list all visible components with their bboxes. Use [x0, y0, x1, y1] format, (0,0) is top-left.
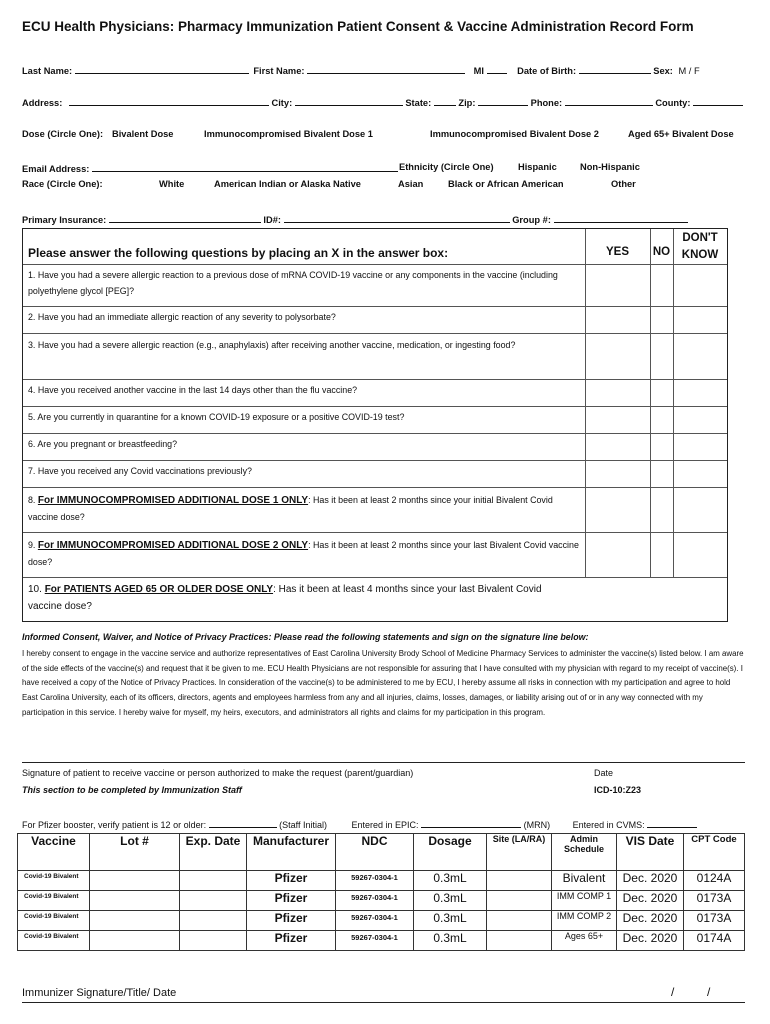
consent-body: I hereby consent to engage in the vaccine service and authorize representatives of East Carolina University Brody School of Medicine Pharmacy Services to administer the vaccine(s) listed below. I am aware of the side effects of the vaccine(s) and request that it be given to me. ECU Health Physicians are not responsible for assuring that I have consulted with my physician with regard to my receipt of vaccine(s). I have received a copy of the Notice of Privacy Practices. In consideration of the vaccine(s) to be administered to me by ECU, I hereby assume all risks in connection with my participation and agree to hold East Carolina University, each of its officers, directors, agents and employees harmless from any and all injuries, claims, losses, damages, or liability arising out of or in any way connected with my participation in this service. I hereby waive for myself, my heirs, executors, and administrators all rights and claims for my participation in this program. [22, 649, 744, 717]
question-3-text: 3. Have you had a severe allergic reaction (e.g., anaphylaxis) after receiving another vaccine, medication, or ingesting food? [28, 340, 516, 350]
cell-cpt: 0173A [684, 911, 745, 931]
last-name-label: Last Name: [22, 66, 73, 76]
q2-dont-know-box[interactable] [673, 307, 728, 333]
icd-code: ICD-10:Z23 [594, 785, 642, 795]
cell-vaccine: Covid-19 Bivalent [18, 871, 90, 891]
cell-manufacturer: Pfizer [247, 911, 336, 931]
staff-row [22, 818, 697, 830]
mi-label: MI [473, 66, 484, 76]
q10-rest: : Has it been at least 4 months since your last Bivalent Covid vaccine dose? [28, 584, 542, 612]
insurance-row [22, 213, 688, 225]
th-vis-date: VIS Date [617, 834, 684, 871]
th-dosage: Dosage [414, 834, 487, 871]
dob-label: Date of Birth: [517, 66, 577, 76]
cell-vis: Dec. 2020 [617, 931, 684, 951]
cell-vaccine: Covid-19 Bivalent [18, 911, 90, 931]
race-other[interactable]: Other [611, 179, 636, 189]
race-label: Race (Circle One): [22, 179, 103, 189]
cell-dosage: 0.3mL [414, 931, 487, 951]
q7-dont-know-box[interactable] [673, 461, 728, 487]
first-name-field[interactable] [307, 64, 465, 74]
cell-dosage: 0.3mL [414, 891, 487, 911]
q5-yes-box[interactable] [585, 407, 650, 433]
cell-lot[interactable] [90, 931, 180, 951]
address-field[interactable] [69, 96, 269, 106]
question-7-text: 7. Have you received any Covid vaccinations previously? [28, 466, 252, 476]
cell-schedule: Ages 65+ [552, 931, 617, 951]
th-lot: Lot # [90, 834, 180, 871]
cell-cpt: 0173A [684, 891, 745, 911]
cell-manufacturer: Pfizer [247, 891, 336, 911]
last-name-row [22, 64, 700, 76]
first-name-label: First Name: [253, 66, 305, 76]
q2-yes-box[interactable] [585, 307, 650, 333]
question-row [23, 577, 727, 621]
question-8-text [28, 492, 583, 525]
q9-rest: : Has it been at least 2 months since your last Bivalent Covid vaccine dose? [28, 540, 579, 567]
q3-no-box[interactable] [650, 334, 673, 379]
q8-dont-know-box[interactable] [673, 488, 728, 532]
county-field[interactable] [693, 96, 743, 106]
dose-option-immcomp-2[interactable]: Immunocompromised Bivalent Dose 2 [430, 129, 599, 139]
question-4-text: 4. Have you received another vaccine in the last 14 days other than the flu vaccine? [28, 385, 358, 395]
city-label: City: [271, 98, 293, 108]
ethnicity-non-hispanic[interactable]: Non-Hispanic [580, 162, 640, 172]
question-5-text: 5. Are you currently in quarantine for a known COVID-19 exposure or a positive COVID-19 test? [28, 412, 405, 422]
q9-bold: For IMMUNOCOMPROMISED ADDITIONAL DOSE 2 ONLY [37, 540, 309, 551]
th-site: Site (LA/RA) [487, 834, 552, 871]
county-label: County: [655, 98, 691, 108]
q9-dont-know-box[interactable] [673, 533, 728, 577]
dose-label: Dose (Circle One): [22, 129, 104, 139]
entered-cvms-field[interactable] [647, 818, 697, 828]
cell-dosage: 0.3mL [414, 871, 487, 891]
th-ndc: NDC [336, 834, 414, 871]
primary-insurance-label: Primary Insurance: [22, 215, 107, 225]
questions-table [22, 228, 728, 622]
race-american-indian[interactable]: American Indian or Alaska Native [214, 179, 361, 189]
cell-cpt: 0124A [684, 871, 745, 891]
q7-no-box[interactable] [650, 461, 673, 487]
dose-option-bivalent[interactable]: Bivalent Dose [112, 129, 174, 139]
col-yes: YES [605, 246, 629, 258]
dose-option-aged65[interactable]: Aged 65+ Bivalent Dose [628, 129, 734, 139]
col-dont-line1: DON'T [682, 232, 718, 244]
q8-rest: : Has it been at least 2 months since your initial Bivalent Covid vaccine dose? [28, 495, 553, 522]
cell-schedule: IMM COMP 2 [552, 911, 617, 931]
q1-no-box[interactable] [650, 265, 673, 306]
cell-dosage: 0.3mL [414, 911, 487, 931]
ethnicity-label: Ethnicity (Circle One) [399, 162, 494, 172]
vaccine-row [18, 931, 745, 951]
cell-vaccine: Covid-19 Bivalent [18, 891, 90, 911]
race-white[interactable]: White [159, 179, 185, 189]
cell-site[interactable] [487, 871, 552, 891]
cell-cpt: 0174A [684, 931, 745, 951]
cell-manufacturer: Pfizer [247, 871, 336, 891]
immunizer-signature-label: Immunizer Signature/Title/ Date [22, 987, 177, 999]
cell-ndc: 59267-0304-1 [336, 891, 414, 911]
q5-dont-know-box[interactable] [673, 407, 728, 433]
q10-prefix: 10. [28, 584, 45, 595]
cell-lot[interactable] [90, 891, 180, 911]
pfizer-booster-label: For Pfizer booster, verify patient is 12 or older: [22, 820, 207, 830]
question-row [23, 460, 727, 487]
vaccine-row [18, 911, 745, 931]
cell-site[interactable] [487, 931, 552, 951]
q1-yes-box[interactable] [585, 265, 650, 306]
cell-vis: Dec. 2020 [617, 871, 684, 891]
cell-ndc: 59267-0304-1 [336, 931, 414, 951]
form-title: ECU Health Physicians: Pharmacy Immunization Patient Consent & Vaccine Administration Record Form [22, 19, 694, 34]
q4-dont-know-box[interactable] [673, 380, 728, 406]
vaccine-table-header [18, 834, 745, 871]
q6-yes-box[interactable] [585, 434, 650, 460]
q8-prefix: 8. [28, 495, 38, 505]
patient-signature-line[interactable] [22, 762, 745, 763]
entered-epic-field[interactable] [421, 818, 521, 828]
question-2-text: 2. Have you had an immediate allergic reaction of any severity to polysorbate? [28, 312, 336, 322]
cell-site[interactable] [487, 891, 552, 911]
zip-label: Zip: [458, 98, 476, 108]
q8-yes-box[interactable] [585, 488, 650, 532]
question-row [23, 532, 727, 577]
question-row [23, 406, 727, 433]
vaccine-row [18, 871, 745, 891]
consent-heading: Informed Consent, Waiver, and Notice of Privacy Practices: Please read the following statements and sign on the signature line below: [22, 632, 589, 642]
q9-prefix: 9. [28, 540, 38, 550]
group-label: Group #: [512, 215, 551, 225]
question-row [23, 487, 727, 532]
question-row [23, 379, 727, 406]
cell-site[interactable] [487, 911, 552, 931]
city-field[interactable] [295, 96, 403, 106]
cell-lot[interactable] [90, 871, 180, 891]
q8-no-box[interactable] [650, 488, 673, 532]
cell-ndc: 59267-0304-1 [336, 911, 414, 931]
phone-field[interactable] [565, 96, 653, 106]
sex-label: Sex: [653, 66, 673, 76]
zip-field[interactable] [478, 96, 528, 106]
cell-ndc: 59267-0304-1 [336, 871, 414, 891]
id-field[interactable] [284, 213, 510, 223]
q5-no-box[interactable] [650, 407, 673, 433]
th-exp-date: Exp. Date [180, 834, 247, 871]
sex-options[interactable]: M / F [678, 66, 700, 76]
q3-dont-know-box[interactable] [673, 334, 728, 379]
immunizer-signature-line[interactable] [22, 1002, 745, 1003]
email-row [22, 162, 398, 174]
cell-exp[interactable] [180, 871, 247, 891]
questions-header: Please answer the following questions by placing an X in the answer box: [28, 246, 449, 260]
q2-no-box[interactable] [650, 307, 673, 333]
q4-yes-box[interactable] [585, 380, 650, 406]
entered-epic-label: Entered in EPIC: [351, 820, 419, 830]
q1-dont-know-box[interactable] [673, 265, 728, 306]
staff-note: This section to be completed by Immunization Staff [22, 785, 242, 795]
group-field[interactable] [554, 213, 688, 223]
question-1-text: 1. Have you had a severe allergic reaction to a previous dose of mRNA COVID-19 vaccine or any components in the vaccine (including polyethylene glycol [PEG]? [28, 270, 558, 296]
race-black[interactable]: Black or African American [448, 179, 564, 189]
date-slash-2: / [707, 985, 711, 999]
date-slash-1: / [671, 985, 675, 999]
dose-option-immcomp-1[interactable]: Immunocompromised Bivalent Dose 1 [204, 129, 373, 139]
entered-cvms-label: Entered in CVMS: [572, 820, 645, 830]
th-vaccine: Vaccine [18, 834, 90, 871]
race-asian[interactable]: Asian [398, 179, 424, 189]
pfizer-booster-field[interactable] [209, 818, 277, 828]
cell-vaccine: Covid-19 Bivalent [18, 931, 90, 951]
col-dont-know [673, 230, 727, 264]
mi-field[interactable] [487, 64, 507, 74]
ethnicity-hispanic[interactable]: Hispanic [518, 162, 557, 172]
questions-header-row [23, 229, 727, 264]
question-row [23, 306, 727, 333]
phone-label: Phone: [530, 98, 563, 108]
q7-yes-box[interactable] [585, 461, 650, 487]
state-label: State: [405, 98, 432, 108]
q8-bold: For IMMUNOCOMPROMISED ADDITIONAL DOSE 1 ONLY [37, 495, 309, 506]
q6-dont-know-box[interactable] [673, 434, 728, 460]
dob-field[interactable] [579, 64, 651, 74]
q3-yes-box[interactable] [585, 334, 650, 379]
question-row [23, 264, 727, 306]
state-field[interactable] [434, 96, 456, 106]
th-manufacturer: Manufacturer [247, 834, 336, 871]
q10-bold: For PATIENTS AGED 65 OR OLDER DOSE ONLY [44, 584, 274, 595]
q9-no-box[interactable] [650, 533, 673, 577]
question-9-text [28, 537, 583, 570]
address-label: Address: [22, 98, 63, 108]
patient-signature-label: Signature of patient to receive vaccine or person authorized to make the request (parent/guardian) [22, 768, 414, 778]
vaccine-table [17, 833, 745, 951]
question-row [23, 433, 727, 460]
email-field[interactable] [92, 162, 398, 172]
email-label: Email Address: [22, 164, 90, 174]
id-label: ID#: [263, 215, 281, 225]
cell-exp[interactable] [180, 891, 247, 911]
cell-vis: Dec. 2020 [617, 891, 684, 911]
cell-vis: Dec. 2020 [617, 911, 684, 931]
cell-manufacturer: Pfizer [247, 931, 336, 951]
address-row [22, 96, 743, 108]
cell-exp[interactable] [180, 911, 247, 931]
date-label: Date [594, 768, 614, 778]
th-cpt-code: CPT Code [684, 834, 745, 871]
primary-insurance-field[interactable] [109, 213, 261, 223]
cell-schedule: IMM COMP 1 [552, 891, 617, 911]
q6-no-box[interactable] [650, 434, 673, 460]
cell-lot[interactable] [90, 911, 180, 931]
q9-yes-box[interactable] [585, 533, 650, 577]
q4-no-box[interactable] [650, 380, 673, 406]
col-dont-line2: KNOW [681, 249, 719, 261]
mrn-label: (MRN) [523, 820, 551, 830]
question-10-text [28, 581, 573, 615]
staff-initial-label: (Staff Initial) [279, 820, 327, 830]
last-name-field[interactable] [75, 64, 249, 74]
th-admin-schedule: Admin Schedule [552, 834, 617, 871]
question-6-text: 6. Are you pregnant or breastfeeding? [28, 439, 178, 449]
question-row [23, 333, 727, 379]
cell-exp[interactable] [180, 931, 247, 951]
vaccine-row [18, 891, 745, 911]
col-no: NO [652, 246, 671, 258]
cell-schedule: Bivalent [552, 871, 617, 891]
